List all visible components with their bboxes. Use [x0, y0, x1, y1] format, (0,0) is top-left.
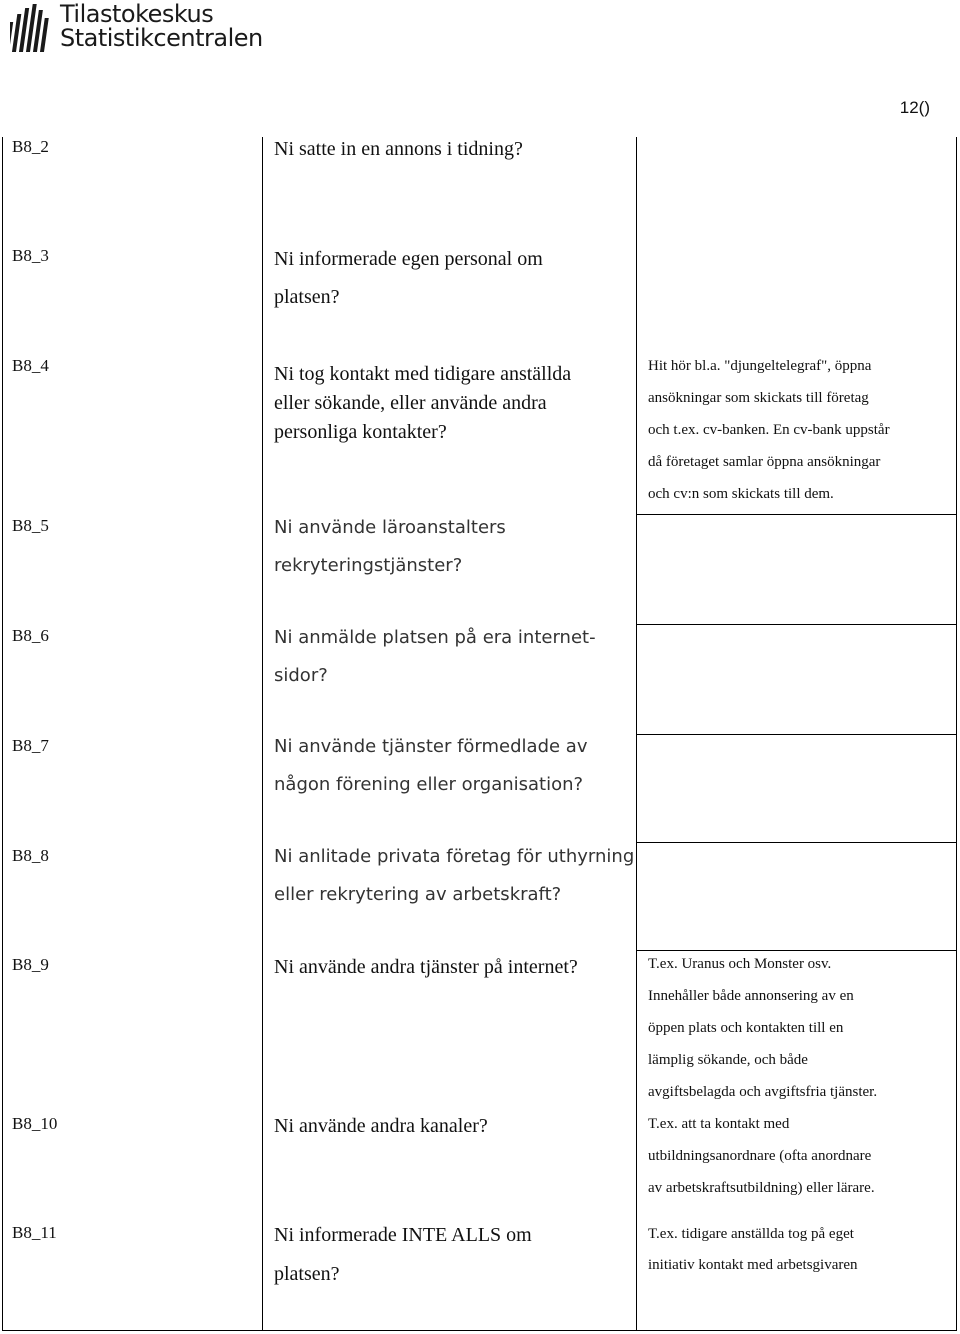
note-text: avgiftsbelagda och avgiftsfria tjänster.	[648, 1084, 878, 1100]
row-code: B8_7	[12, 736, 49, 755]
question-text: Ni använde andra tjänster på internet?	[274, 956, 578, 978]
note-text: och t.ex. cv-banken. En cv-bank uppstår	[648, 422, 890, 438]
question-text: sidor?	[274, 665, 328, 686]
question-text: Ni satte in en annons i tidning?	[274, 138, 523, 160]
question-text: Ni använde tjänster förmedlade av	[274, 736, 588, 757]
column-divider-code	[262, 137, 263, 1331]
table-border-bottom	[2, 1330, 957, 1331]
note-divider	[636, 514, 957, 515]
question-text: rekryteringstjänster?	[274, 555, 463, 576]
note-text: initiativ kontakt med arbetsgivaren	[648, 1257, 858, 1273]
question-text: personliga kontakter?	[274, 421, 447, 443]
question-text: Ni informerade INTE ALLS om	[274, 1224, 532, 1246]
row-code: B8_9	[12, 955, 49, 974]
question-text: Ni tog kontakt med tidigare anställda	[274, 363, 572, 385]
note-text: T.ex. Uranus och Monster osv.	[648, 956, 832, 972]
question-text: någon förening eller organisation?	[274, 774, 584, 795]
note-text: T.ex. tidigare anställda tog på eget	[648, 1226, 854, 1242]
note-text: då företaget samlar öppna ansökningar	[648, 454, 881, 470]
note-divider	[636, 842, 957, 843]
question-text: Ni informerade egen personal om	[274, 248, 543, 270]
note-divider	[636, 734, 957, 735]
logo-text-finnish: Tilastokeskus	[60, 0, 214, 28]
question-text: platsen?	[274, 286, 340, 308]
note-text: av arbetskraftsutbildning) eller lärare.	[648, 1180, 875, 1196]
question-text: Ni anmälde platsen på era internet-	[274, 627, 596, 648]
logo-text-swedish: Statistikcentralen	[60, 24, 263, 52]
question-text: eller rekrytering av arbetskraft?	[274, 884, 562, 905]
note-text: Innehåller både annonsering av en	[648, 988, 854, 1004]
question-text: eller sökande, eller använde andra	[274, 392, 547, 414]
row-code: B8_3	[12, 246, 49, 265]
note-text: och cv:n som skickats till dem.	[648, 486, 834, 502]
note-text: ansökningar som skickats till företag	[648, 390, 869, 406]
row-code: B8_10	[12, 1114, 58, 1133]
row-code: B8_4	[12, 356, 49, 375]
question-text: Ni anlitade privata företag för uthyrning	[274, 846, 635, 867]
note-text: öppen plats och kontakten till en	[648, 1020, 844, 1036]
question-text: Ni använde andra kanaler?	[274, 1115, 488, 1137]
note-divider	[636, 624, 957, 625]
logo-bars-icon	[10, 2, 56, 54]
note-text: utbildningsanordnare (ofta anordnare	[648, 1148, 872, 1164]
row-code: B8_5	[12, 516, 49, 535]
row-code: B8_2	[12, 137, 49, 156]
note-text: Hit hör bl.a. "djungeltelegraf", öppna	[648, 358, 872, 374]
row-code: B8_8	[12, 846, 49, 865]
question-text: Ni använde läroanstalters	[274, 517, 506, 538]
row-code: B8_11	[12, 1223, 57, 1242]
row-code: B8_6	[12, 626, 49, 645]
page-number: 12()	[899, 98, 930, 117]
note-text: T.ex. att ta kontakt med	[648, 1116, 790, 1132]
question-text: platsen?	[274, 1263, 340, 1285]
note-text: lämplig sökande, och både	[648, 1052, 808, 1068]
table-border-left	[2, 137, 3, 1331]
statistics-finland-logo	[10, 0, 270, 56]
